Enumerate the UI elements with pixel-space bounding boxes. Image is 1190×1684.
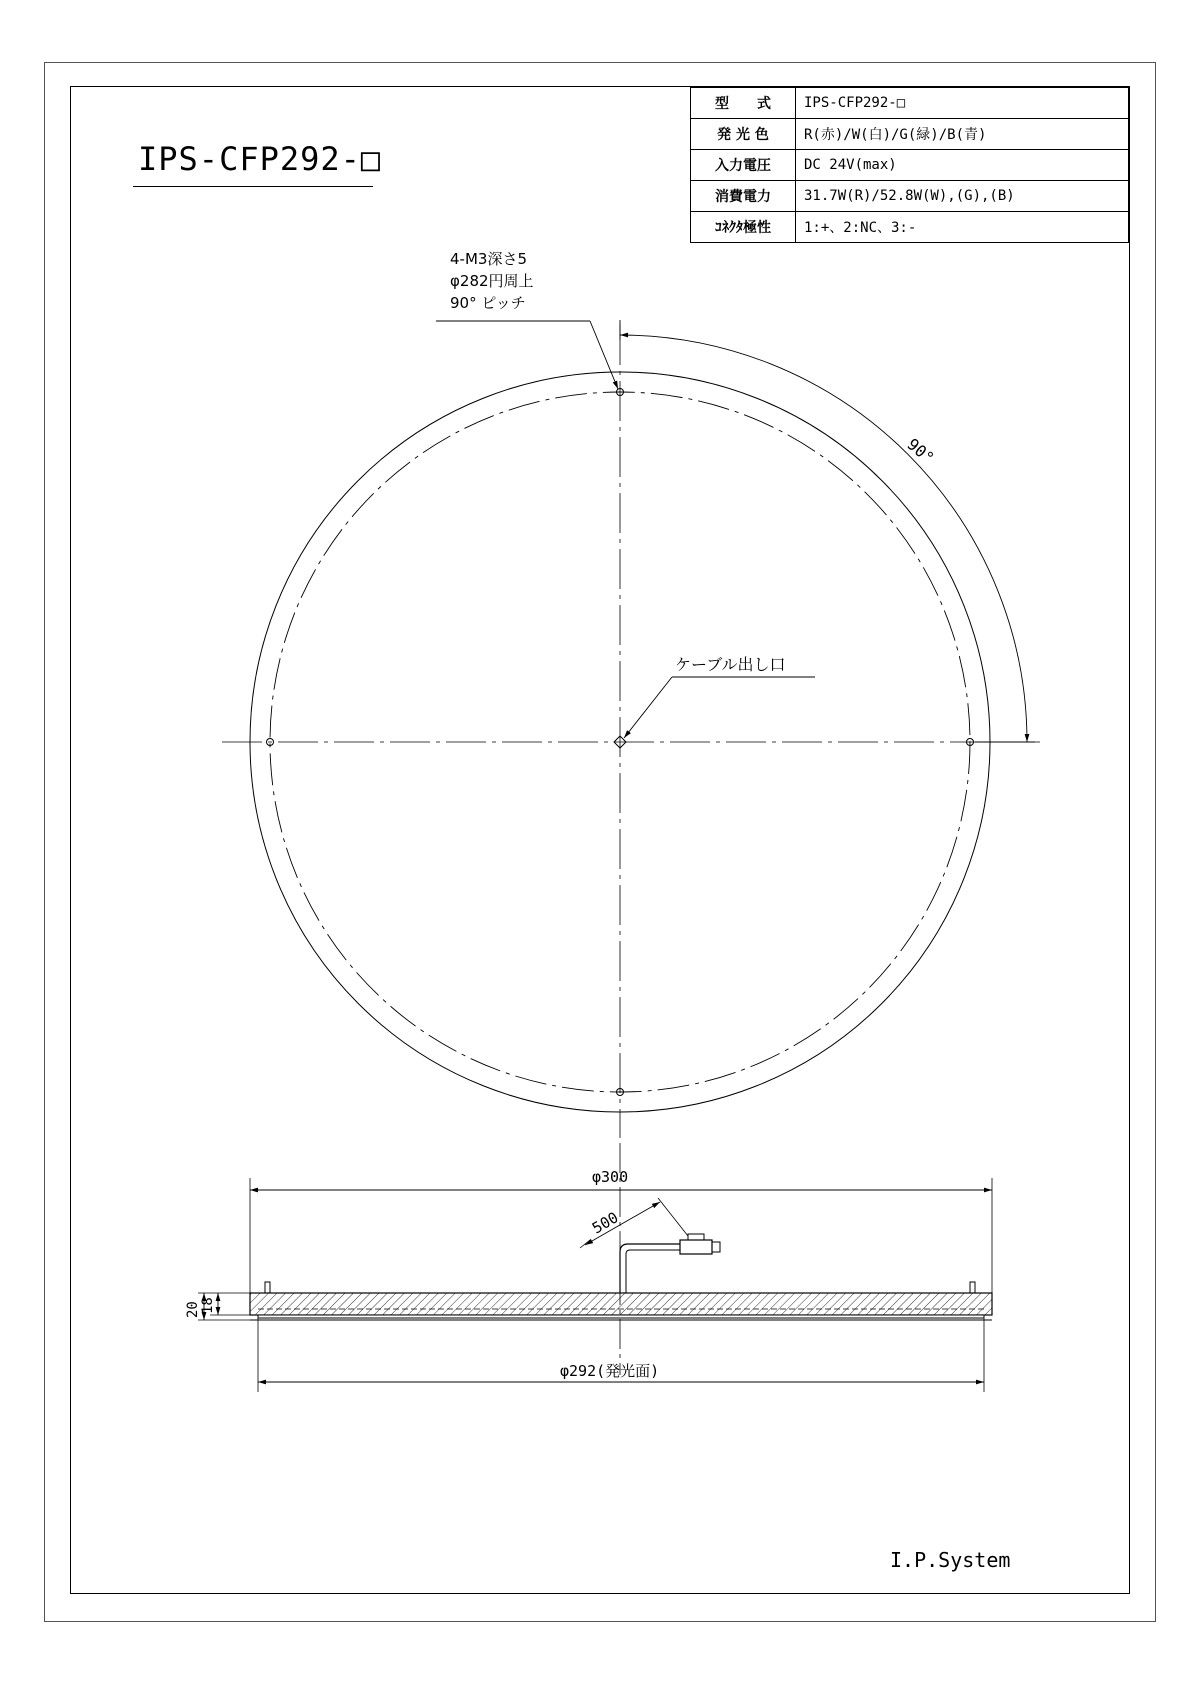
- spec-value: 1:+、2:NC、3:-: [796, 212, 1129, 243]
- dim-20-label: 20: [185, 1301, 201, 1318]
- spec-value: IPS-CFP292-□: [796, 88, 1129, 119]
- connector-tab: [688, 1234, 704, 1240]
- connector-body: [680, 1240, 712, 1254]
- angle-dimension-arc: [620, 335, 1027, 742]
- cable-second-line: [626, 1250, 680, 1293]
- drawing-title: IPS-CFP292-□: [138, 140, 382, 178]
- cable: [620, 1244, 680, 1293]
- hole-note-line3: 90° ピッチ: [450, 294, 526, 312]
- hole-note-line2: φ282円周上: [450, 272, 534, 290]
- spec-key: 入力電圧: [691, 150, 796, 181]
- screw-right: [970, 1282, 975, 1293]
- angle-label: 90°: [903, 434, 938, 468]
- screw-left: [265, 1282, 270, 1293]
- dim-292-label: φ292(発光面): [560, 1362, 660, 1380]
- spec-key: 消費電力: [691, 181, 796, 212]
- spec-value: 31.7W(R)/52.8W(W),(G),(B): [796, 181, 1129, 212]
- spec-key: 型 式: [691, 88, 796, 119]
- ring-body-hatched: [250, 1293, 992, 1315]
- dim-18-label: 18: [200, 1297, 216, 1314]
- spec-value: DC 24V(max): [796, 150, 1129, 181]
- hole-note-leader: [590, 321, 618, 389]
- hole-note: [450, 248, 534, 314]
- cable-exit-label: ケーブル出し口: [675, 655, 786, 674]
- company-name: I.P.System: [890, 1548, 1011, 1572]
- dim500-ext-start: [580, 1240, 590, 1248]
- spec-value: R(赤)/W(白)/G(緑)/B(青): [796, 119, 1129, 150]
- connector-housing: [712, 1242, 720, 1252]
- hole-note-line1: 4-M3深さ5: [450, 250, 527, 268]
- dim-500-label: 500: [589, 1208, 622, 1238]
- spec-key: ｺﾈｸﾀ極性: [691, 212, 796, 243]
- cable-leader: [624, 677, 672, 738]
- dim-300-label: φ300: [592, 1168, 629, 1186]
- dim500-ext-end: [658, 1198, 688, 1236]
- spec-key: 発 光 色: [691, 119, 796, 150]
- emitting-surface: [258, 1315, 984, 1318]
